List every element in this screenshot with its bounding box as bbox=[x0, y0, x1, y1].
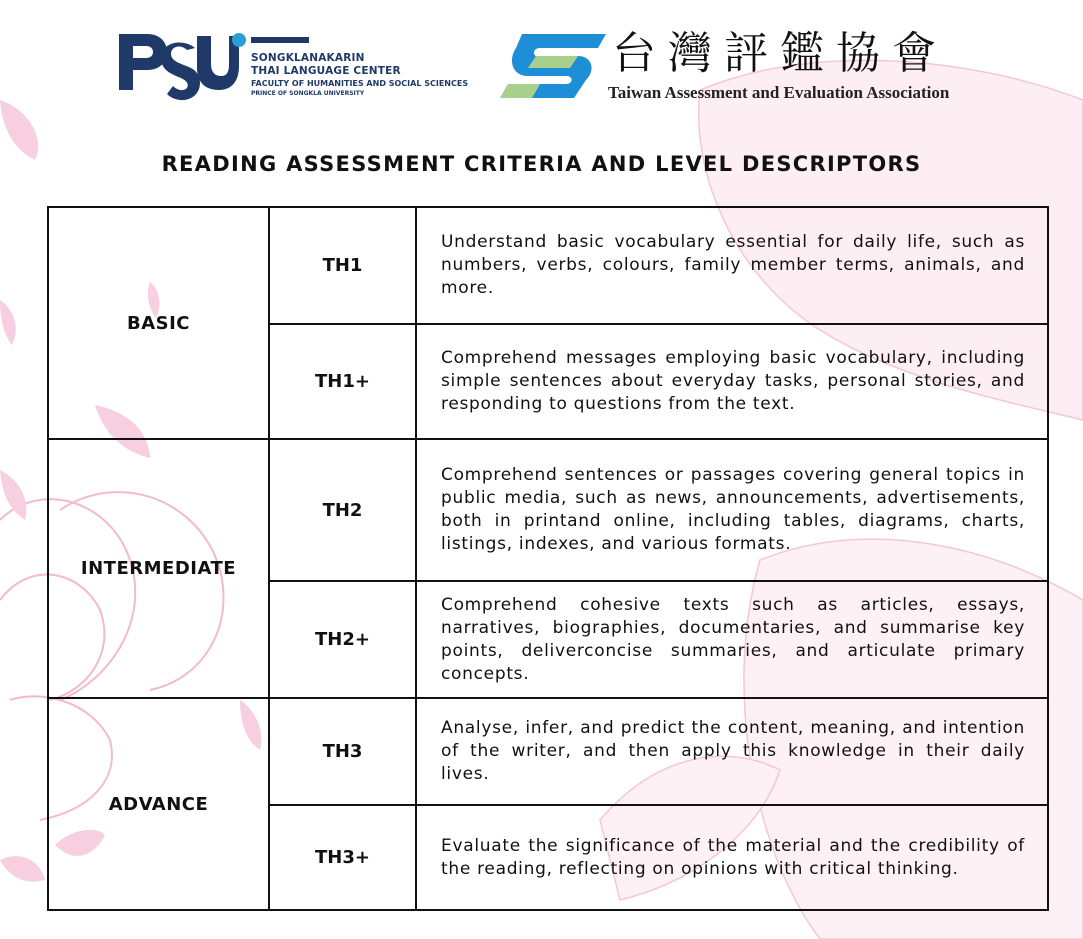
taea-english-name: Taiwan Assessment and Evaluation Association bbox=[608, 83, 950, 102]
level-code: TH2 bbox=[269, 439, 416, 581]
level-code: TH2+ bbox=[269, 581, 416, 698]
level-code: TH1 bbox=[269, 207, 416, 324]
table-row bbox=[48, 207, 1048, 324]
psu-center-name: THAI LANGUAGE CENTER bbox=[251, 65, 401, 77]
level-description: Comprehend cohesive texts such as articles, essays, narratives, biographies, documentaries, and summarise key points, deliverconcise summaries, and articulate primary concepts. bbox=[416, 581, 1048, 698]
criteria-table bbox=[47, 206, 1049, 911]
group-label: ADVANCE bbox=[48, 698, 269, 910]
level-description: Analyse, infer, and predict the content, meaning, and intention of the writer, and then apply this knowledge in their daily lives. bbox=[416, 698, 1048, 805]
group-label: INTERMEDIATE bbox=[48, 439, 269, 698]
psu-name: SONGKLANAKARIN bbox=[251, 52, 365, 64]
psu-text-block bbox=[251, 37, 491, 98]
level-code: TH1+ bbox=[269, 324, 416, 439]
table-row bbox=[48, 439, 1048, 581]
level-description: Comprehend messages employing basic vocabulary, including simple sentences about everyday tasks, personal stories, and responding to questions from the text. bbox=[416, 324, 1048, 439]
level-code: TH3+ bbox=[269, 805, 416, 910]
taea-chinese-name: 台灣評鑑協會 bbox=[612, 28, 948, 79]
taea-logo-icon bbox=[500, 32, 606, 100]
level-description: Comprehend sentences or passages covering general topics in public media, such as news, announcements, advertisements, both in printand online, including tables, diagrams, charts, listings, indexes, and various formats. bbox=[416, 439, 1048, 581]
psu-logo-icon bbox=[117, 30, 247, 102]
level-code: TH3 bbox=[269, 698, 416, 805]
psu-university: PRINCE OF SONGKLA UNIVERSITY bbox=[251, 90, 365, 97]
psu-divider bbox=[251, 37, 309, 43]
level-description: Evaluate the significance of the material and the credibility of the reading, reflecting on opinions with critical thinking. bbox=[416, 805, 1048, 910]
level-description: Understand basic vocabulary essential for daily life, such as numbers, verbs, colours, family member terms, animals, and more. bbox=[416, 207, 1048, 324]
page-title: READING ASSESSMENT CRITERIA AND LEVEL DESCRIPTORS bbox=[161, 152, 922, 176]
group-label: BASIC bbox=[48, 207, 269, 439]
table-row bbox=[48, 698, 1048, 805]
header-logos bbox=[0, 0, 1083, 125]
psu-faculty: FACULTY OF HUMANITIES AND SOCIAL SCIENCES bbox=[251, 79, 469, 88]
